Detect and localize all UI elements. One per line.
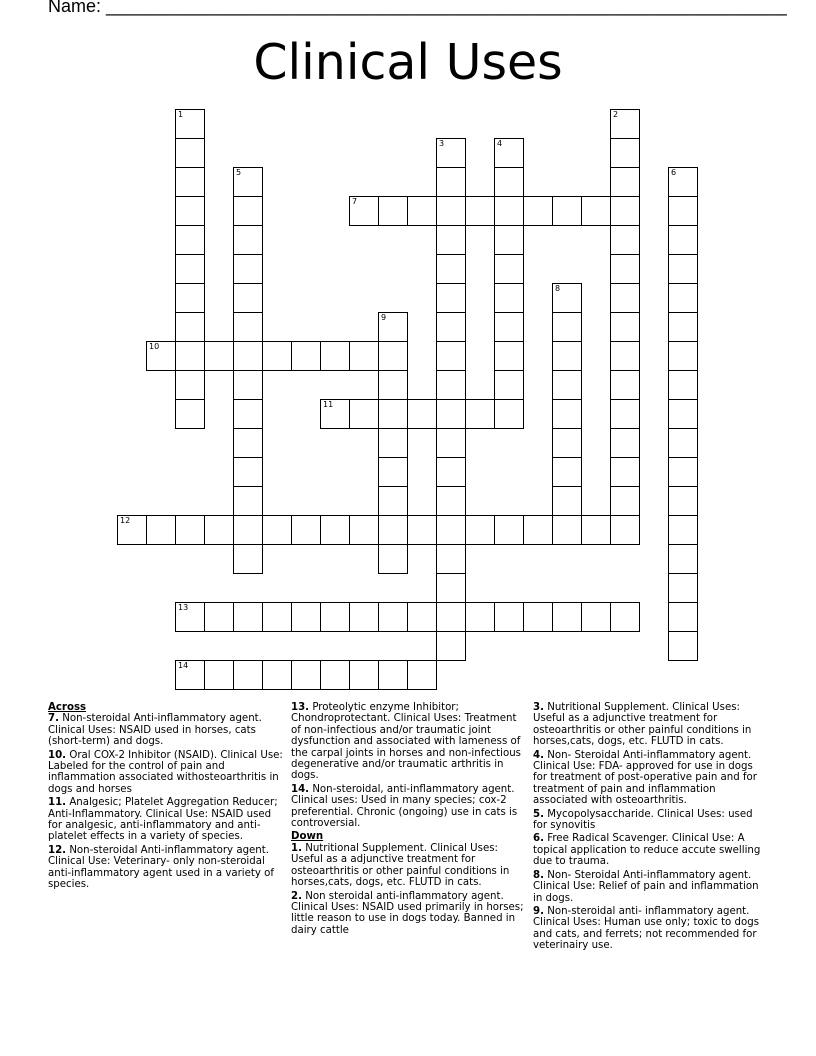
grid-cell[interactable] xyxy=(494,254,524,284)
grid-cell[interactable] xyxy=(233,457,263,487)
grid-cell[interactable] xyxy=(204,515,234,545)
grid-cell[interactable] xyxy=(581,602,611,632)
clues-column-3 xyxy=(533,702,769,954)
grid-cell[interactable] xyxy=(523,196,553,226)
grid-cell[interactable] xyxy=(581,515,611,545)
grid-cell[interactable] xyxy=(465,515,495,545)
grid-cell[interactable] xyxy=(552,283,582,313)
grid-cell[interactable] xyxy=(175,312,205,342)
grid-cell[interactable] xyxy=(436,544,466,574)
grid-cell[interactable] xyxy=(349,399,379,429)
grid-cell[interactable] xyxy=(494,283,524,313)
grid-cell[interactable] xyxy=(291,341,321,371)
grid-cell[interactable] xyxy=(436,312,466,342)
grid-cell[interactable] xyxy=(436,428,466,458)
clue-down-2: 2. Non steroidal anti-inflammatory agent. Clinical Uses: NSAID used primarily in horses; little reason to use in dogs today. Banned in dairy cattle xyxy=(291,890,524,936)
grid-cell[interactable] xyxy=(436,370,466,400)
grid-cell[interactable] xyxy=(668,167,698,197)
grid-cell[interactable] xyxy=(378,544,408,574)
grid-cell[interactable] xyxy=(233,341,263,371)
down-heading: Down xyxy=(291,831,324,843)
grid-cell[interactable] xyxy=(407,196,437,226)
grid-cell[interactable] xyxy=(610,109,640,139)
grid-cell[interactable] xyxy=(378,341,408,371)
grid-cell[interactable] xyxy=(668,196,698,226)
grid-cell[interactable] xyxy=(494,225,524,255)
grid-cell[interactable] xyxy=(610,428,640,458)
grid-cell[interactable] xyxy=(233,399,263,429)
clue-down-4: 4. Non- Steroidal Anti-inflammatory agent. Clinical Use: FDA- approved for use in dogs for treatment of post-operative pain and for treatment of pain and inflammation associated with osteoarthritis. xyxy=(533,749,757,807)
clue-across-14: 14. Non-steroidal, anti-inflammatory agent. Clinical uses: Used in many species; cox-2 preferential. Chronic (ongoing) use in cats is controversial. xyxy=(291,783,518,830)
grid-cell[interactable] xyxy=(378,602,408,632)
grid-cell[interactable] xyxy=(523,602,553,632)
grid-cell[interactable] xyxy=(552,515,582,545)
cell-number: 1 xyxy=(178,110,184,119)
grid-cell[interactable] xyxy=(204,341,234,371)
grid-cell[interactable] xyxy=(436,225,466,255)
grid-cell[interactable] xyxy=(494,399,524,429)
grid-cell[interactable] xyxy=(436,573,466,603)
cell-number: 7 xyxy=(352,197,358,206)
clue-across-12: 12. Non-steroidal Anti-inflammatory agent. Clinical Use: Veterinary- only non-steroidal anti-inflammatory agent used in a variety of species. xyxy=(48,844,274,891)
clue-down-9: 9. Non-steroidal anti- inflammatory agent. Clinical Uses: Human use only; toxic to dogs and cats, and ferrets; not recommended for veterinairy use. xyxy=(533,905,760,952)
grid-cell[interactable] xyxy=(378,370,408,400)
grid-cell[interactable] xyxy=(465,602,495,632)
grid-cell[interactable] xyxy=(175,138,205,168)
grid-cell[interactable] xyxy=(552,602,582,632)
grid-cell[interactable] xyxy=(233,486,263,516)
grid-cell[interactable] xyxy=(175,167,205,197)
grid-cell[interactable] xyxy=(349,196,379,226)
grid-cell[interactable] xyxy=(552,428,582,458)
grid-cell[interactable] xyxy=(668,399,698,429)
grid-cell[interactable] xyxy=(175,341,205,371)
grid-cell[interactable] xyxy=(610,254,640,284)
grid-cell[interactable] xyxy=(436,457,466,487)
clue-down-5: 5. Mycopolysaccharide. Clinical Uses: used for synovitis xyxy=(533,808,753,832)
grid-cell[interactable] xyxy=(378,399,408,429)
grid-cell[interactable] xyxy=(610,486,640,516)
grid-cell[interactable] xyxy=(175,370,205,400)
grid-cell[interactable] xyxy=(436,341,466,371)
grid-cell[interactable] xyxy=(668,370,698,400)
grid-cell[interactable] xyxy=(668,254,698,284)
grid-cell[interactable] xyxy=(349,602,379,632)
grid-cell[interactable] xyxy=(436,399,466,429)
grid-cell[interactable] xyxy=(407,602,437,632)
cell-number: 9 xyxy=(381,313,387,322)
grid-cell[interactable] xyxy=(436,254,466,284)
grid-cell[interactable] xyxy=(610,312,640,342)
grid-cell[interactable] xyxy=(610,283,640,313)
grid-cell[interactable] xyxy=(610,515,640,545)
grid-cell[interactable] xyxy=(436,631,466,661)
grid-cell[interactable] xyxy=(146,341,176,371)
clue-across-7: 7. Non-steroidal Anti-inflammatory agent. Clinical Uses: NSAID used in horses, cats (short-term) and dogs. xyxy=(48,713,262,748)
cell-number: 4 xyxy=(497,139,503,148)
grid-cell[interactable] xyxy=(668,573,698,603)
grid-cell[interactable] xyxy=(349,515,379,545)
grid-cell[interactable] xyxy=(668,544,698,574)
grid-cell[interactable] xyxy=(610,196,640,226)
grid-cell[interactable] xyxy=(552,370,582,400)
grid-cell[interactable] xyxy=(494,138,524,168)
grid-cell[interactable] xyxy=(378,660,408,690)
clues-column-1 xyxy=(48,702,284,893)
cell-number: 2 xyxy=(613,110,619,119)
grid-cell[interactable] xyxy=(668,283,698,313)
grid-cell[interactable] xyxy=(233,544,263,574)
grid-cell[interactable] xyxy=(378,312,408,342)
grid-cell[interactable] xyxy=(291,660,321,690)
grid-cell[interactable] xyxy=(378,486,408,516)
cell-number: 6 xyxy=(671,168,677,177)
grid-cell[interactable] xyxy=(320,515,350,545)
grid-cell[interactable] xyxy=(320,602,350,632)
cell-number: 11 xyxy=(323,400,334,409)
grid-cell[interactable] xyxy=(668,602,698,632)
grid-cell[interactable] xyxy=(175,109,205,139)
grid-cell[interactable] xyxy=(233,196,263,226)
cell-number: 10 xyxy=(149,342,160,351)
grid-cell[interactable] xyxy=(320,341,350,371)
grid-cell[interactable] xyxy=(465,196,495,226)
grid-cell[interactable] xyxy=(349,660,379,690)
grid-cell[interactable] xyxy=(610,602,640,632)
cell-number: 5 xyxy=(236,168,242,177)
clue-across-13: 13. Proteolytic enzyme Inhibitor; Chondroprotectant. Clinical Uses: Treatment of non-infectious and/or traumatic joint dysfunction and associated with lameness of the carpal joints in horses and non-infectious degenerative and/or traumatic arthritis in dogs. xyxy=(291,702,521,782)
grid-cell[interactable] xyxy=(233,283,263,313)
clue-down-8: 8. Non- Steroidal Anti-inflammatory agent. Clinical Use: Relief of pain and inflammation in dogs. xyxy=(533,869,759,904)
grid-cell[interactable] xyxy=(581,196,611,226)
clue-across-10: 10. Oral COX-2 Inhibitor (NSAID). Clinical Use: Labeled for the control of pain and inflammation associated withosteoarthritis in dogs and horses xyxy=(48,749,283,795)
grid-cell[interactable] xyxy=(436,602,466,632)
grid-cell[interactable] xyxy=(494,602,524,632)
grid-cell[interactable] xyxy=(494,196,524,226)
grid-cell[interactable] xyxy=(436,283,466,313)
grid-cell[interactable] xyxy=(117,515,147,545)
grid-cell[interactable] xyxy=(175,399,205,429)
grid-cell[interactable] xyxy=(349,341,379,371)
grid-cell[interactable] xyxy=(436,138,466,168)
grid-cell[interactable] xyxy=(465,399,495,429)
grid-cell[interactable] xyxy=(407,515,437,545)
grid-cell[interactable] xyxy=(523,515,553,545)
grid-cell[interactable] xyxy=(436,515,466,545)
grid-cell[interactable] xyxy=(552,486,582,516)
grid-cell[interactable] xyxy=(668,225,698,255)
grid-cell[interactable] xyxy=(494,515,524,545)
grid-cell[interactable] xyxy=(204,660,234,690)
grid-cell[interactable] xyxy=(610,341,640,371)
grid-cell[interactable] xyxy=(233,312,263,342)
grid-cell[interactable] xyxy=(610,399,640,429)
grid-cell[interactable] xyxy=(610,138,640,168)
grid-cell[interactable] xyxy=(233,225,263,255)
grid-cell[interactable] xyxy=(552,341,582,371)
grid-cell[interactable] xyxy=(436,486,466,516)
grid-cell[interactable] xyxy=(407,399,437,429)
cell-number: 12 xyxy=(120,516,131,525)
grid-cell[interactable] xyxy=(175,254,205,284)
grid-cell[interactable] xyxy=(610,225,640,255)
grid-cell[interactable] xyxy=(407,660,437,690)
grid-cell[interactable] xyxy=(291,515,321,545)
across-heading: Across xyxy=(48,702,87,713)
grid-cell[interactable] xyxy=(233,515,263,545)
grid-cell[interactable] xyxy=(668,312,698,342)
grid-cell[interactable] xyxy=(668,631,698,661)
grid-cell[interactable] xyxy=(146,515,176,545)
clue-down-1: 1. Nutritional Supplement. Clinical Uses: Useful as a adjunctive treatment for osteoarthritis or other painful conditions in horses,cats, dogs, etc. FLUTD in cats. xyxy=(291,842,510,889)
grid-cell[interactable] xyxy=(610,370,640,400)
grid-cell[interactable] xyxy=(610,167,640,197)
grid-cell[interactable] xyxy=(233,428,263,458)
grid-cell[interactable] xyxy=(378,515,408,545)
grid-cell[interactable] xyxy=(320,660,350,690)
grid-cell[interactable] xyxy=(233,660,263,690)
grid-cell[interactable] xyxy=(262,341,292,371)
grid-cell[interactable] xyxy=(668,515,698,545)
grid-cell[interactable] xyxy=(610,457,640,487)
clue-down-6: 6. Free Radical Scavenger. Clinical Use: A topical application to reduce accute swelling due to trauma. xyxy=(533,833,761,868)
clues-column-2 xyxy=(291,702,527,938)
grid-cell[interactable] xyxy=(262,515,292,545)
grid-cell[interactable] xyxy=(436,167,466,197)
grid-cell[interactable] xyxy=(494,341,524,371)
cell-number: 3 xyxy=(439,139,445,148)
grid-cell[interactable] xyxy=(175,660,205,690)
cell-number: 13 xyxy=(178,603,189,612)
cell-number: 8 xyxy=(555,284,561,293)
grid-cell[interactable] xyxy=(262,660,292,690)
grid-cell[interactable] xyxy=(233,370,263,400)
grid-cell[interactable] xyxy=(204,602,234,632)
grid-cell[interactable] xyxy=(233,167,263,197)
grid-cell[interactable] xyxy=(552,457,582,487)
clue-across-11: 11. Analgesic; Platelet Aggregation Reducer; Anti-Inflammatory. Clinical Use: NSAID used for analgesic, anti-inflammatory and anti-platelet effects in a variety of species. xyxy=(48,797,278,843)
grid-cell[interactable] xyxy=(175,602,205,632)
grid-cell[interactable] xyxy=(378,196,408,226)
grid-cell[interactable] xyxy=(320,399,350,429)
clue-down-3: 3. Nutritional Supplement. Clinical Uses: Useful as a adjunctive treatment for osteoarthritis or other painful conditions in horses,cats, dogs, etc. FLUTD in cats. xyxy=(533,702,752,748)
grid-cell[interactable] xyxy=(552,196,582,226)
grid-cell[interactable] xyxy=(668,486,698,516)
page-title: Clinical Uses xyxy=(253,34,563,91)
name-field[interactable]: Name: ____________________________________________________________________ xyxy=(48,0,787,16)
grid-cell[interactable] xyxy=(233,602,263,632)
grid-cell[interactable] xyxy=(378,457,408,487)
grid-cell[interactable] xyxy=(668,457,698,487)
grid-cell[interactable] xyxy=(291,602,321,632)
cell-number: 14 xyxy=(178,661,189,670)
grid-cell[interactable] xyxy=(378,428,408,458)
grid-cell[interactable] xyxy=(494,370,524,400)
grid-cell[interactable] xyxy=(175,225,205,255)
grid-cell[interactable] xyxy=(175,515,205,545)
grid-cell[interactable] xyxy=(668,341,698,371)
grid-cell[interactable] xyxy=(494,312,524,342)
grid-cell[interactable] xyxy=(233,254,263,284)
grid-cell[interactable] xyxy=(262,602,292,632)
grid-cell[interactable] xyxy=(436,196,466,226)
grid-cell[interactable] xyxy=(494,167,524,197)
grid-cell[interactable] xyxy=(668,428,698,458)
grid-cell[interactable] xyxy=(175,283,205,313)
grid-cell[interactable] xyxy=(552,312,582,342)
grid-cell[interactable] xyxy=(552,399,582,429)
grid-cell[interactable] xyxy=(175,196,205,226)
